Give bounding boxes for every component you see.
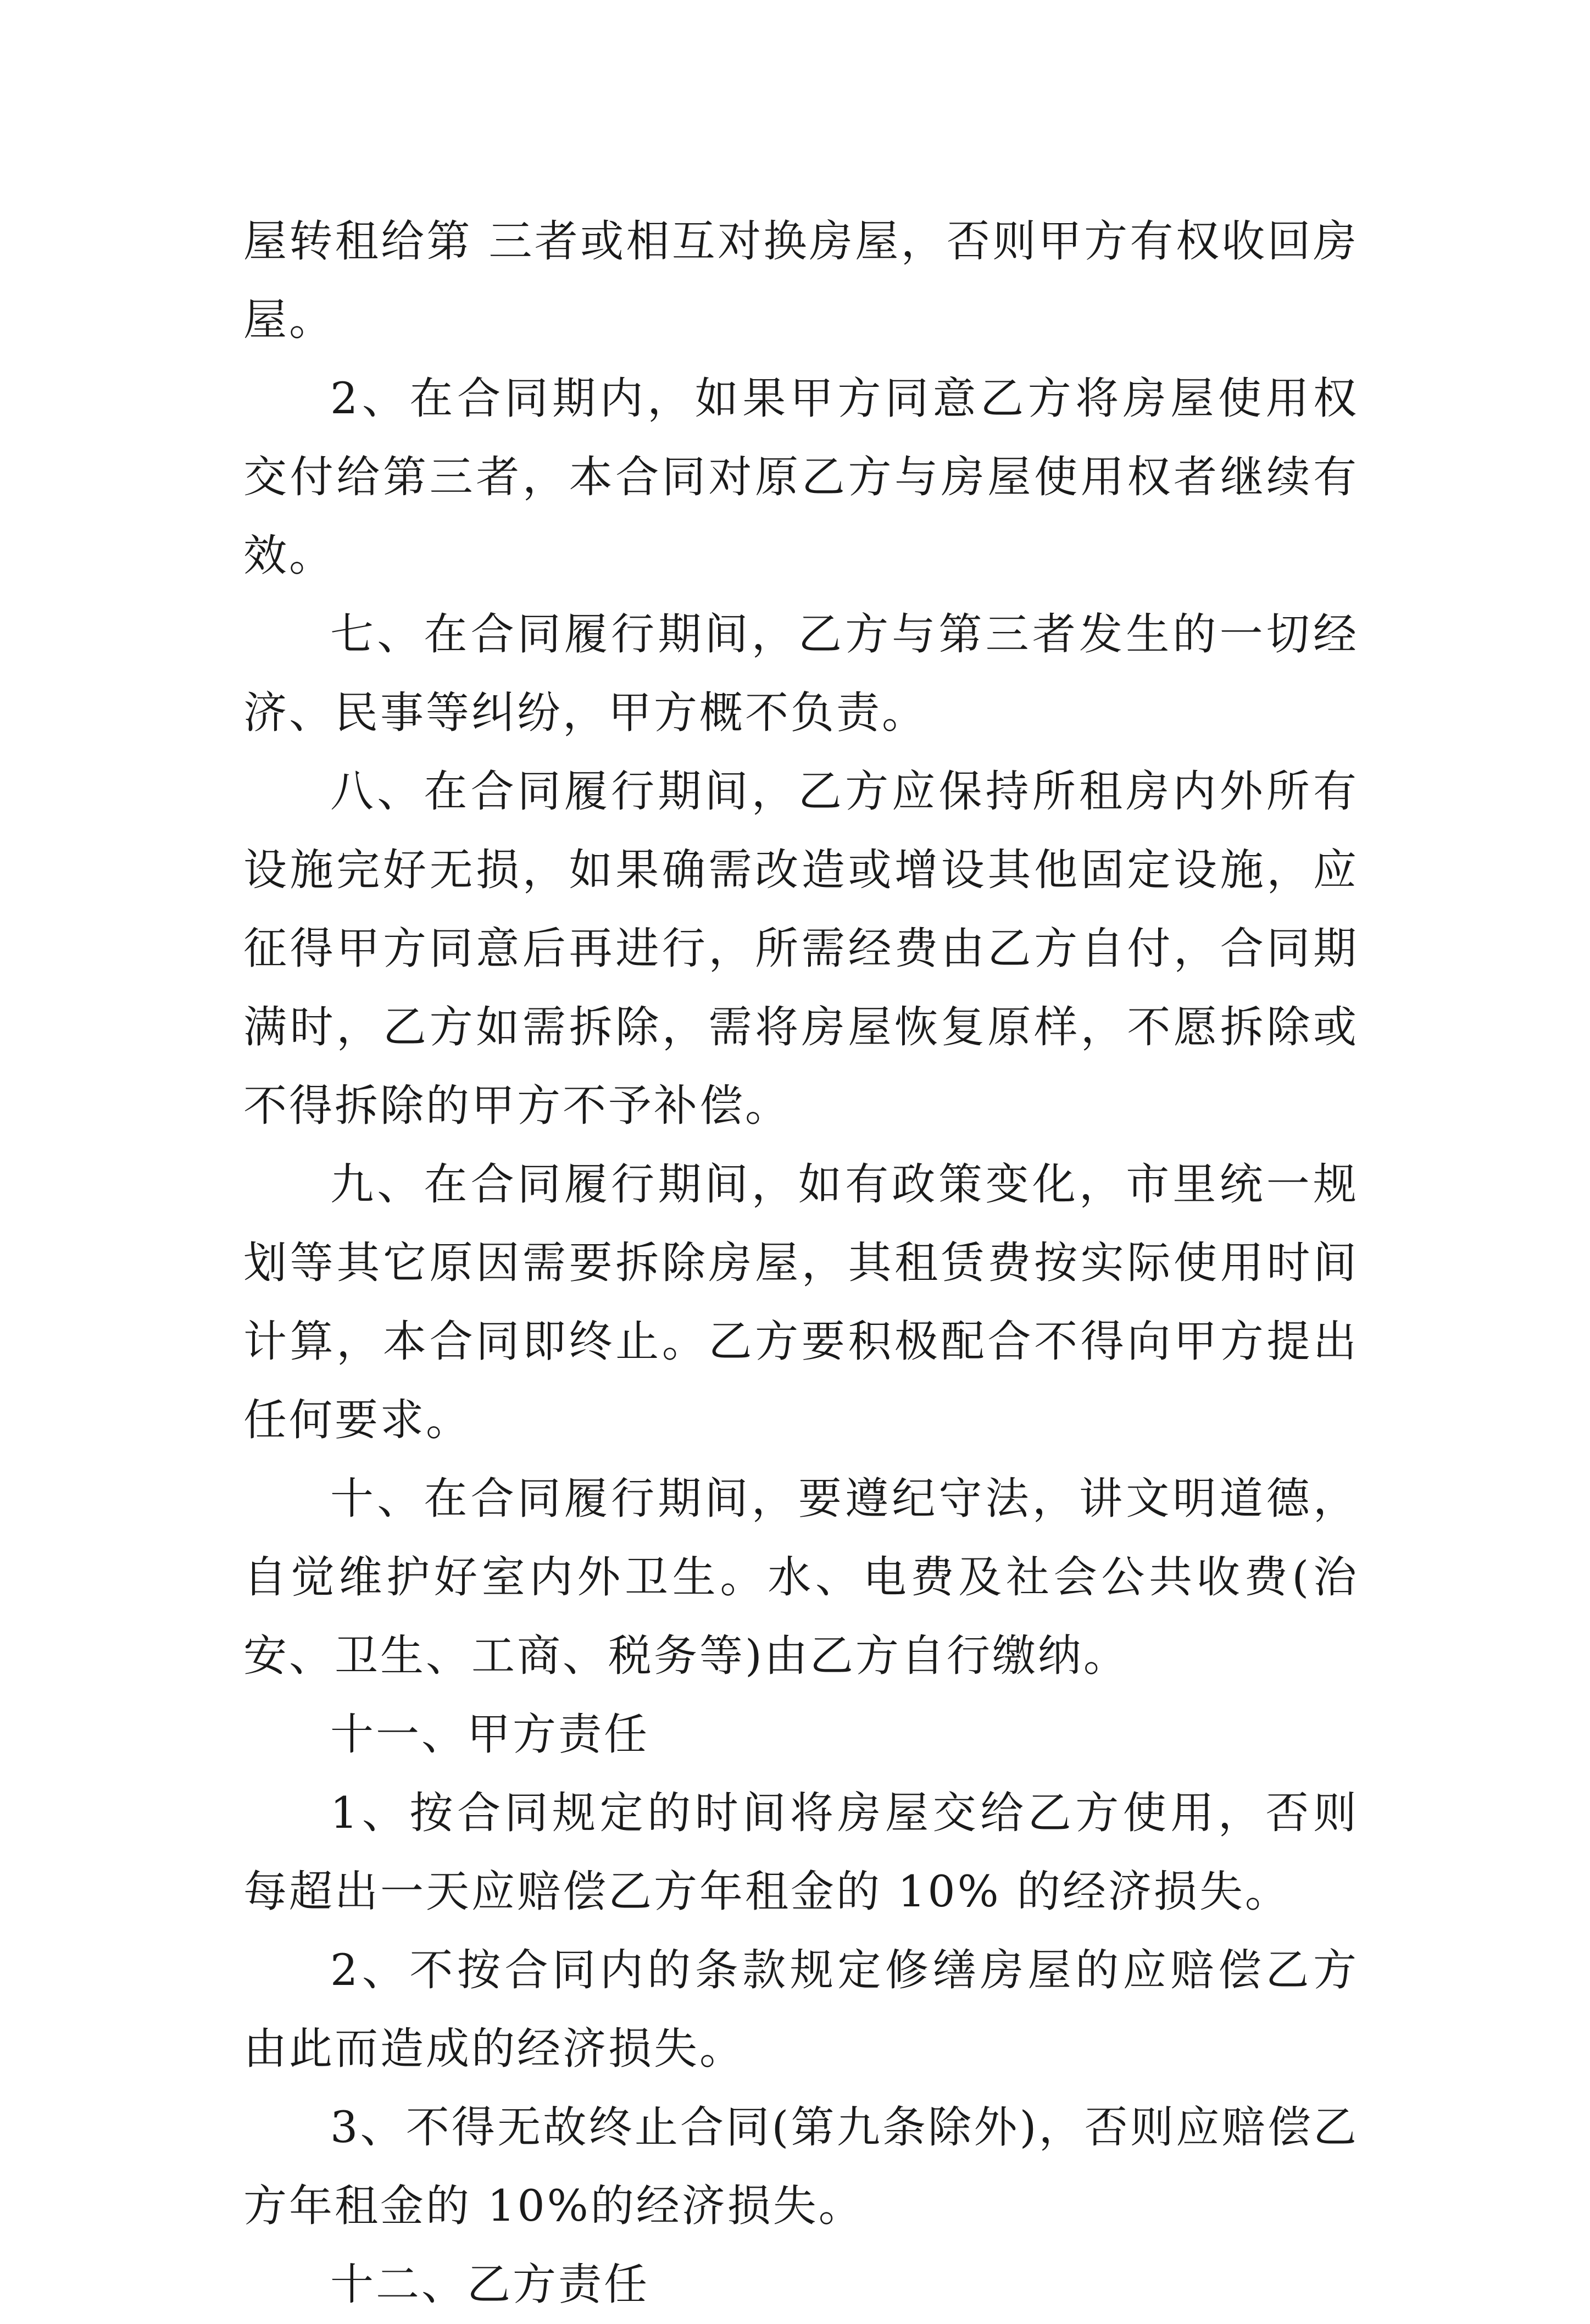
paragraph: 1、按合同规定的时间将房屋交给乙方使用，否则每超出一天应赔偿乙方年租金的 10% 的经济损失。 — [243, 1788, 1359, 1917]
paragraph: 八、在合同履行期间，乙方应保持所租房内外所有设施完好无损，如果确需改造或增设其他固定设施，应征得甲方同意后再进行，所需经费由乙方自付，合同期满时，乙方如需拆除，需将房屋恢复原样，不愿拆除或不得拆除的甲方不予补偿。 — [243, 766, 1359, 1131]
paragraph: 九、在合同履行期间，如有政策变化，市里统一规划等其它原因需要拆除房屋，其租赁费按实际使用时间计算，本合同即终止。乙方要积极配合不得向甲方提出任何要求。 — [243, 1159, 1359, 1445]
paragraph: 2、在合同期内，如果甲方同意乙方将房屋使用权交付给第三者，本合同对原乙方与房屋使用权者继续有效。 — [243, 373, 1359, 581]
section-heading: 十一、甲方责任 — [330, 1709, 649, 1760]
document-body — [243, 202, 1359, 2324]
paragraph: 屋转租给第 三者或相互对换房屋，否则甲方有权收回房屋。 — [243, 216, 1359, 345]
paragraph: 七、在合同履行期间，乙方与第三者发生的一切经济、民事等纠纷，甲方概不负责。 — [243, 609, 1359, 738]
paragraph: 3、不得无故终止合同(第九条除外)，否则应赔偿乙方年租金的 10%的经济损失。 — [243, 2102, 1359, 2231]
paragraph: 十、在合同履行期间，要遵纪守法，讲文明道德，自觉维护好室内外卫生。水、电费及社会公共收费(治安、卫生、工商、税务等)由乙方自行缴纳。 — [243, 1473, 1359, 1681]
section-heading: 十二、乙方责任 — [330, 2259, 649, 2310]
paragraph: 2、不按合同内的条款规定修缮房屋的应赔偿乙方由此而造成的经济损失。 — [243, 1945, 1359, 2074]
